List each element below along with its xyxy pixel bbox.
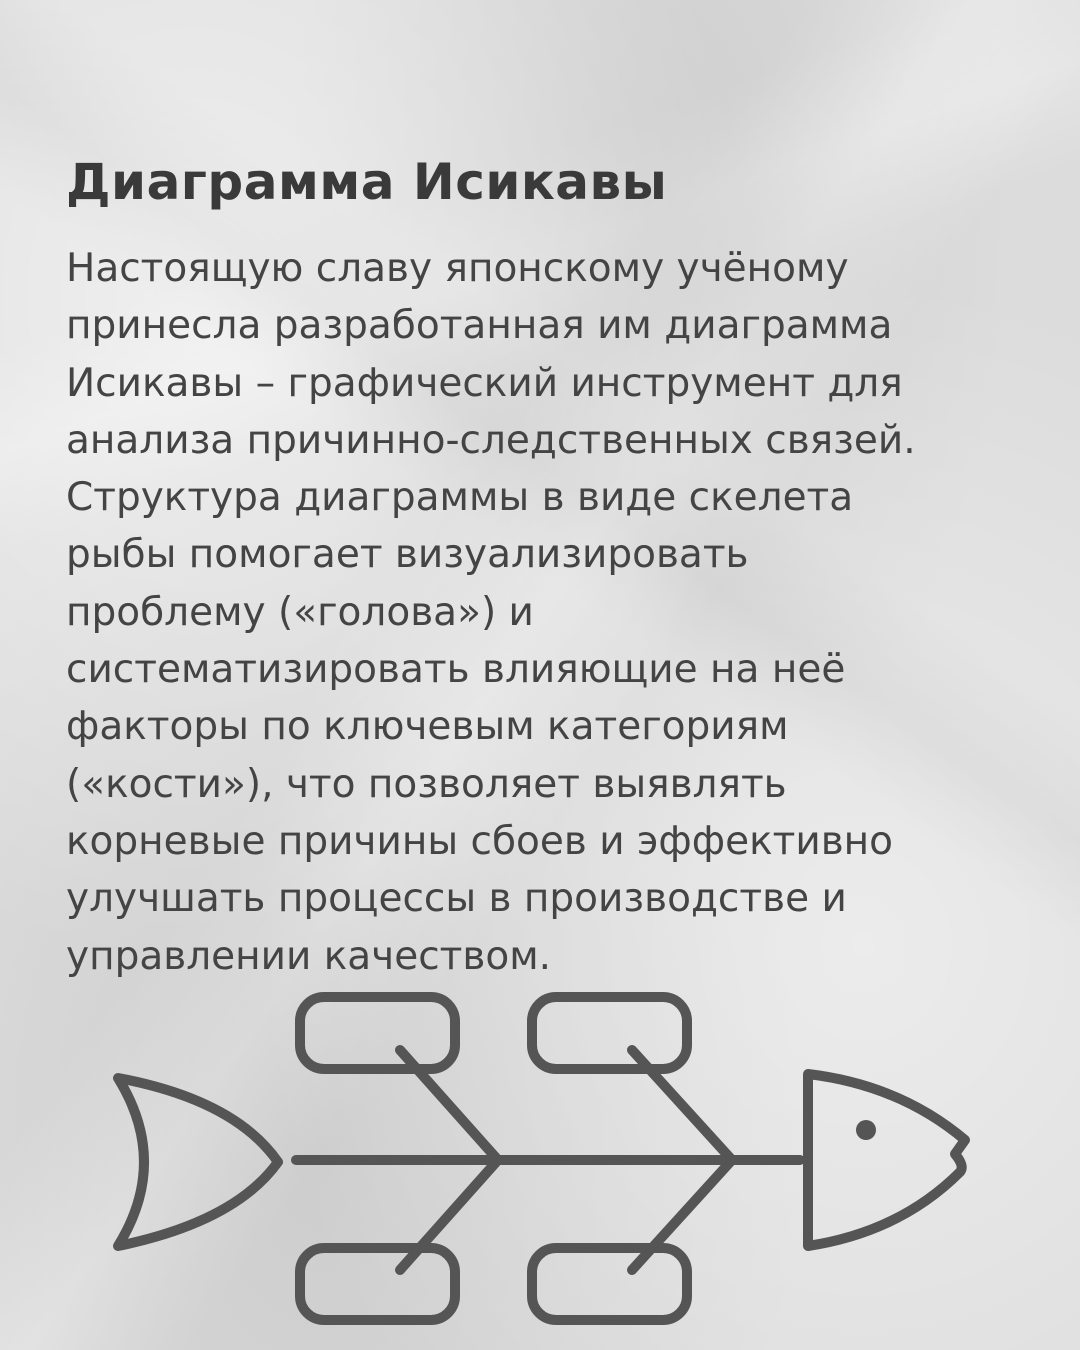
fish-head <box>808 1074 965 1246</box>
body-line: Структура диаграммы в виде скелета <box>66 475 854 521</box>
body-line: проблему («голова») и <box>66 589 534 635</box>
body-line: анализа причинно-следственных связей. <box>66 417 916 463</box>
body-line: принесла разработанная им диаграмма <box>66 303 893 349</box>
category-box <box>532 1248 687 1320</box>
category-box <box>532 997 687 1069</box>
fishbone-diagram-icon <box>0 960 1080 1350</box>
category-box <box>300 1248 455 1320</box>
body-line: систематизировать влияющие на неё <box>66 647 846 693</box>
body-line: управлении качеством. <box>66 933 552 979</box>
body-line: Исикавы – графический инструмент для <box>66 360 903 406</box>
fish-tail <box>118 1078 278 1246</box>
category-box <box>300 997 455 1069</box>
body-line: («кости»), что позволяет выявлять <box>66 761 787 807</box>
body-line: рыбы помогает визуализировать <box>66 532 749 578</box>
body-line: корневые причины сбоев и эффективно <box>66 818 894 864</box>
body-paragraph <box>66 240 1056 985</box>
body-line: Настоящую славу японскому учёному <box>66 246 849 291</box>
slide-title: Диаграмма Исикавы <box>66 153 668 211</box>
fish-eye <box>856 1120 876 1140</box>
body-line: улучшать процессы в производстве и <box>66 876 847 922</box>
body-line: факторы по ключевым категориям <box>66 704 789 750</box>
